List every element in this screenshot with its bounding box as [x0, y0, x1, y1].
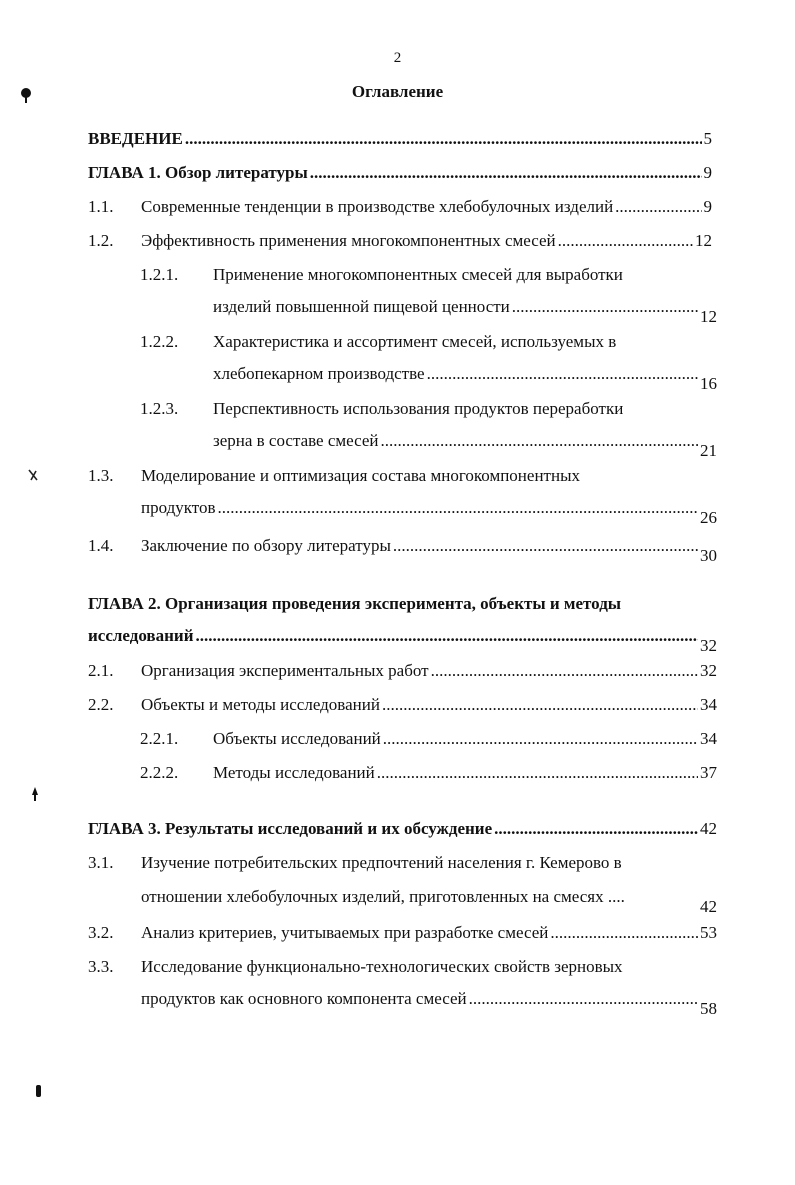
toc-entry-page: 58 [700, 999, 717, 1018]
toc-entry-page: 42 [700, 897, 717, 916]
toc-entry-1-2-2[interactable] [140, 331, 717, 401]
leader-dots [382, 694, 698, 716]
toc-entry-number: 1.2.3. [140, 399, 179, 418]
toc-entry-text: Объекты исследований [213, 729, 381, 748]
toc-entry-page: 5 [703, 129, 712, 148]
toc-entry-text: Организация экспериментальных работ [141, 661, 429, 680]
toc-entry-1-4[interactable] [88, 535, 717, 569]
toc-entry-text-line1: Применение многокомпонентных смесей для выработки [213, 265, 623, 284]
toc-entry-page: 34 [700, 729, 717, 748]
leader-dots [310, 162, 702, 184]
toc-entry-number: 1.4. [88, 536, 114, 555]
leader-dots [185, 128, 702, 150]
leader-dots [377, 762, 698, 784]
toc-entry-3-2[interactable] [88, 922, 717, 944]
leader-dots [512, 296, 698, 318]
toc-entry-text-line1: Перспективность использования продуктов переработки [213, 399, 624, 418]
toc-entry-text: Современные тенденции в производстве хлебобулочных изделий [141, 197, 614, 216]
scan-speck [35, 1084, 43, 1098]
toc-entry-chapter-3[interactable] [88, 818, 717, 840]
toc-entry-page: 32 [700, 636, 717, 655]
toc-entry-number: 3.1. [88, 853, 114, 872]
toc-entry-page: 16 [700, 374, 717, 393]
toc-entry-text: ВВЕДЕНИЕ [88, 129, 183, 148]
toc-entry-number: 1.1. [88, 197, 114, 216]
toc-entry-1-2-3[interactable] [140, 398, 717, 468]
toc-entry-introduction[interactable] [88, 128, 712, 150]
toc-entry-2-2-1[interactable] [140, 728, 717, 750]
toc-entry-chapter-1[interactable] [88, 162, 712, 184]
toc-entry-text: хлебопекарном производстве [213, 364, 425, 383]
toc-entry-number: 2.2. [88, 695, 114, 714]
toc-entry-chapter-2[interactable] [88, 593, 717, 663]
scan-speck [20, 86, 34, 106]
leader-dots [469, 988, 698, 1010]
toc-entry-text-line1: Характеристика и ассортимент смесей, используемых в [213, 332, 617, 351]
toc-entry-text: Методы исследований [213, 763, 375, 782]
page-number: 2 [393, 50, 402, 66]
toc-entry-3-1[interactable] [88, 852, 717, 922]
toc-entry-page: 12 [695, 231, 712, 250]
toc-entry-page: 12 [700, 307, 717, 326]
toc-entry-text: Эффективность применения многокомпонентных смесей [141, 231, 556, 250]
toc-entry-text: отношении хлебобулочных изделий, приготовленных на смесях .... [141, 887, 625, 906]
toc-entry-page: 21 [700, 441, 717, 460]
toc-entry-text-line1: ГЛАВА 2. Организация проведения эксперимента, объекты и методы [88, 594, 622, 613]
toc-entry-text-line1: Моделирование и оптимизация состава многокомпонентных [141, 466, 580, 485]
toc-entry-page: 26 [700, 508, 717, 527]
toc-entry-text: исследований [88, 626, 194, 645]
toc-entry-text: зерна в составе смесей [213, 431, 379, 450]
toc-entry-number: 2.2.2. [140, 763, 179, 782]
toc-entry-text: изделий повышенной пищевой ценности [213, 297, 510, 316]
toc-entry-text: продуктов [141, 498, 216, 517]
toc-entry-page: 9 [703, 197, 712, 216]
toc-entry-page: 37 [700, 763, 717, 782]
toc-entry-number: 2.2.1. [140, 729, 179, 748]
toc-entry-page: 32 [700, 661, 717, 680]
scan-speck [30, 786, 40, 802]
toc-entry-number: 2.1. [88, 661, 114, 680]
leader-dots [196, 625, 699, 647]
leader-dots [383, 728, 698, 750]
toc-entry-number: 3.2. [88, 923, 114, 942]
toc-entry-2-2[interactable] [88, 694, 717, 716]
toc-entry-number: 3.3. [88, 957, 114, 976]
toc-entry-2-1[interactable] [88, 660, 717, 682]
toc-entry-number: 1.2.1. [140, 265, 179, 284]
toc-entry-2-2-2[interactable] [140, 762, 717, 784]
toc-entry-text: продуктов как основного компонента смесей [141, 989, 467, 1008]
leader-dots [427, 363, 698, 385]
toc-entry-page: 30 [700, 546, 717, 565]
toc-entry-text: ГЛАВА 3. Результаты исследований и их обсуждение [88, 819, 493, 838]
toc-entry-page: 9 [703, 163, 712, 182]
toc-entry-text: Объекты и методы исследований [141, 695, 380, 714]
toc-entry-text: ГЛАВА 1. Обзор литературы [88, 163, 308, 182]
toc-entry-text-line1: Изучение потребительских предпочтений населения г. Кемерово в [141, 853, 622, 872]
leader-dots [550, 922, 698, 944]
leader-dots [381, 430, 698, 452]
toc-entry-page: 42 [700, 819, 717, 838]
toc-entry-number: 1.2. [88, 231, 114, 250]
scan-speck [27, 468, 39, 482]
toc-entry-1-3[interactable] [88, 465, 717, 535]
toc-entry-1-2[interactable] [88, 230, 712, 252]
leader-dots [218, 497, 698, 519]
toc-entry-text: Анализ критериев, учитываемых при разработке смесей [141, 923, 549, 942]
leader-dots [431, 660, 698, 682]
toc-entry-text: Заключение по обзору литературы [141, 536, 391, 555]
leader-dots [393, 535, 698, 557]
toc-entry-number: 1.3. [88, 466, 114, 485]
toc-entry-1-2-1[interactable] [140, 264, 717, 334]
toc-entry-1-1[interactable] [88, 196, 712, 218]
leader-dots [615, 196, 701, 218]
toc-entry-text-line1: Исследование функционально-технологических свойств зерновых [141, 957, 623, 976]
toc-entry-number: 1.2.2. [140, 332, 179, 351]
toc-title: Оглавление [351, 82, 444, 101]
toc-entry-page: 53 [700, 923, 717, 942]
leader-dots [494, 818, 698, 840]
leader-dots [558, 230, 693, 252]
toc-entry-3-3[interactable] [88, 956, 717, 1026]
toc-entry-page: 34 [700, 695, 717, 714]
